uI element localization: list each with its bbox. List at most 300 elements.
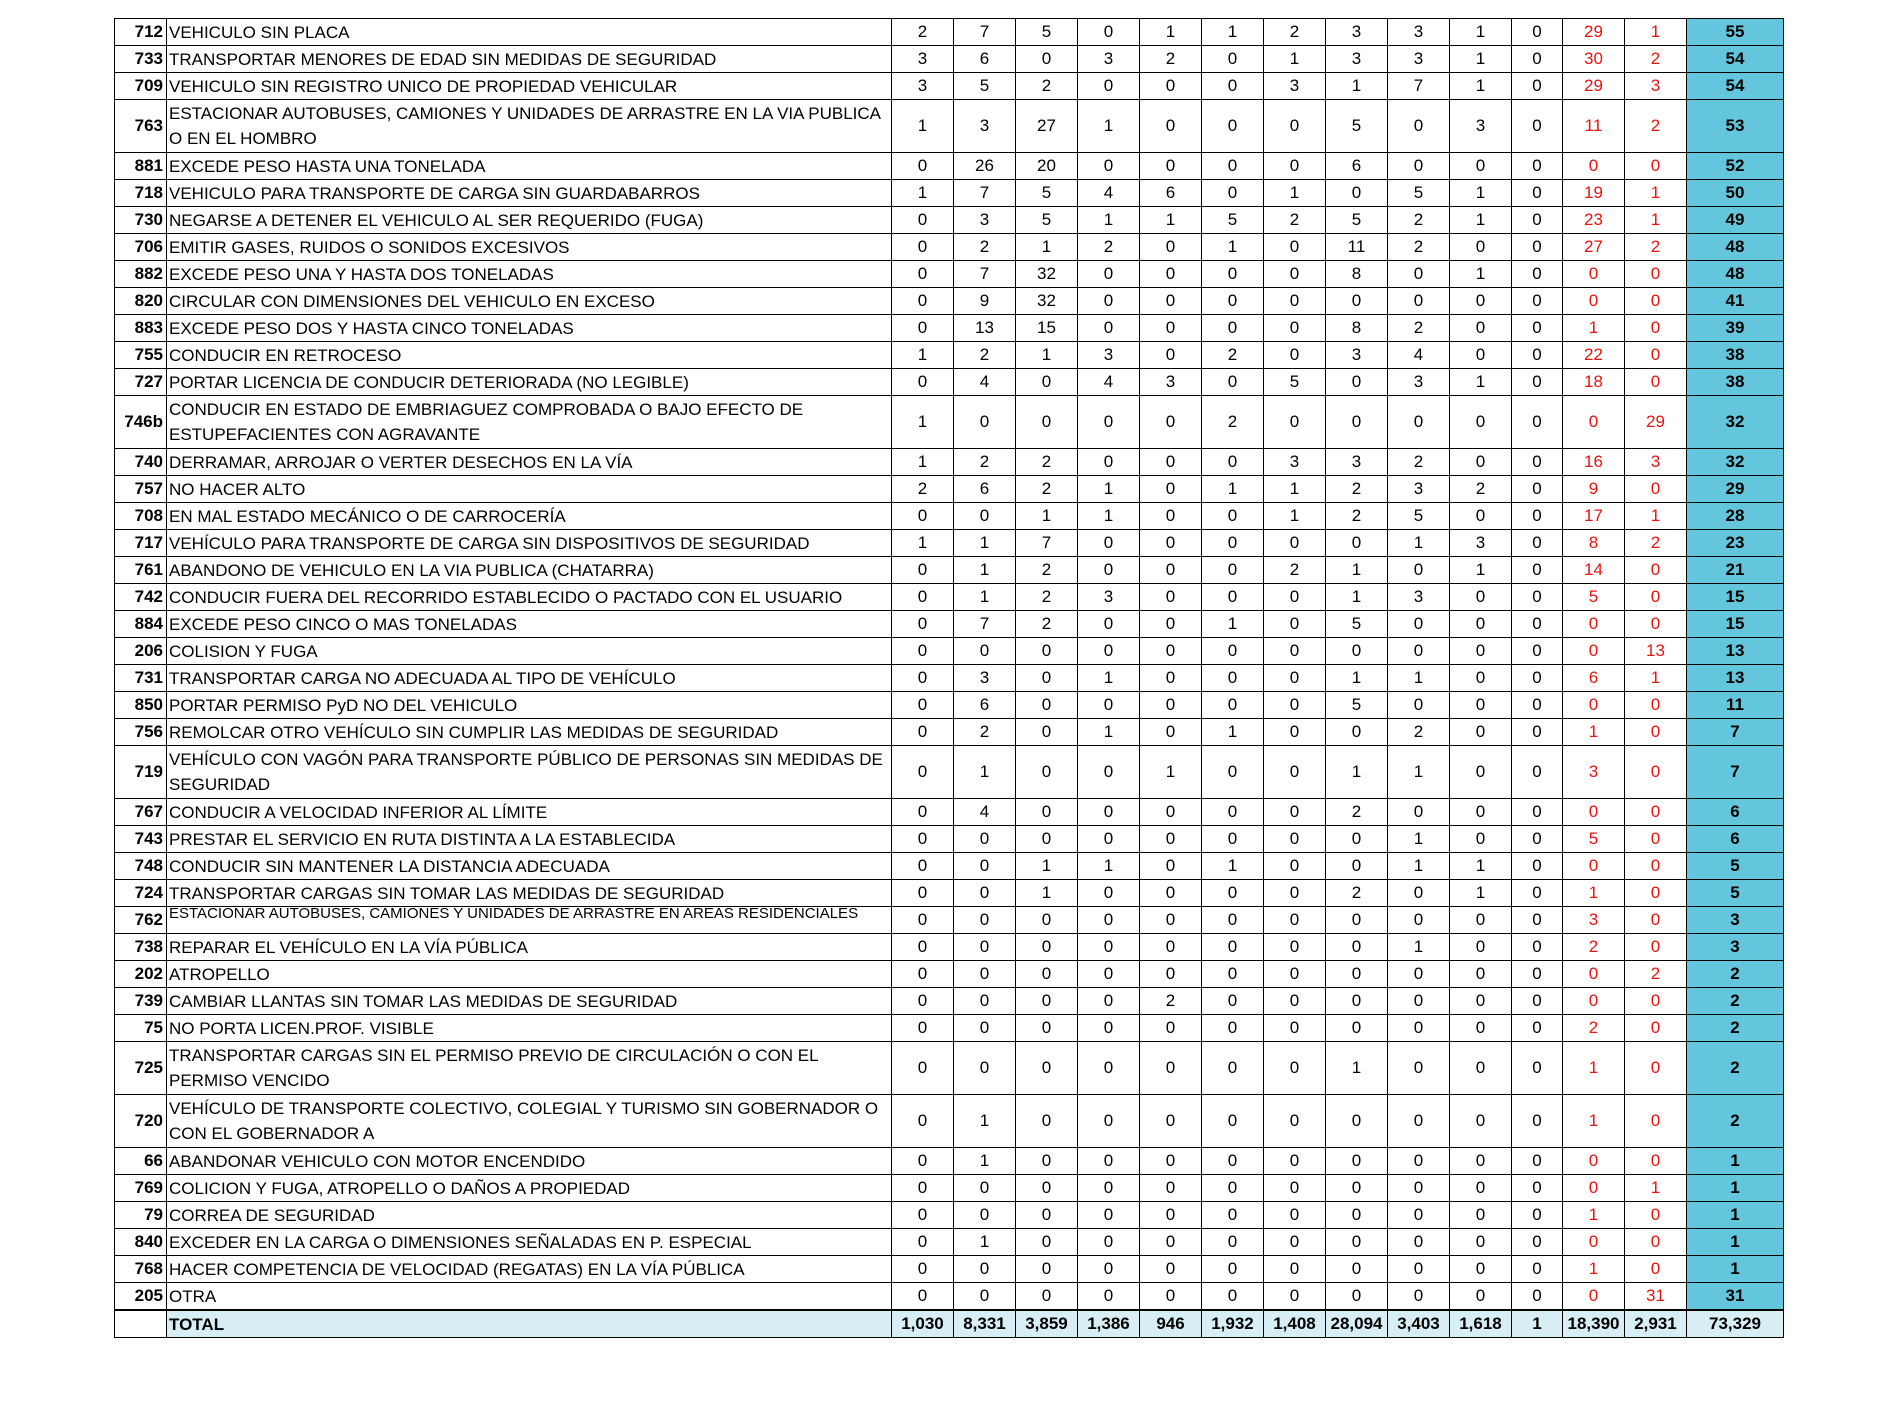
- count-cell: 1: [1078, 503, 1140, 530]
- count-cell: 0: [1512, 342, 1563, 369]
- count-cell: 0: [1512, 261, 1563, 288]
- count-cell-red: 2: [1625, 46, 1687, 73]
- count-cell: 0: [1202, 1148, 1264, 1175]
- count-cell: 0: [1140, 1175, 1202, 1202]
- row-total: 2: [1687, 988, 1784, 1015]
- count-cell: 0: [1326, 1283, 1388, 1311]
- count-cell: 0: [1512, 934, 1563, 961]
- count-cell: 0: [1140, 449, 1202, 476]
- count-cell: 2: [1016, 449, 1078, 476]
- count-cell-red: 1: [1563, 719, 1625, 746]
- count-cell: 1: [1078, 665, 1140, 692]
- count-cell: 0: [892, 961, 954, 988]
- count-cell: 0: [1016, 692, 1078, 719]
- count-cell: 1: [1202, 611, 1264, 638]
- count-cell: 0: [1078, 1283, 1140, 1311]
- table-body: [115, 19, 1784, 1338]
- infraction-description: EXCEDE PESO UNA Y HASTA DOS TONELADAS: [167, 261, 892, 288]
- count-cell: 0: [1512, 1015, 1563, 1042]
- count-cell: 0: [1264, 342, 1326, 369]
- count-cell: 0: [1202, 503, 1264, 530]
- count-cell: 0: [1450, 692, 1512, 719]
- count-cell: 0: [1140, 638, 1202, 665]
- count-cell: 0: [1078, 153, 1140, 180]
- count-cell: 9: [954, 288, 1016, 315]
- count-cell: 0: [892, 1148, 954, 1175]
- count-cell: 1: [1326, 665, 1388, 692]
- count-cell: 0: [1450, 1042, 1512, 1095]
- count-cell: 5: [1202, 207, 1264, 234]
- count-cell: 3: [1326, 19, 1388, 46]
- count-cell: 3: [1388, 369, 1450, 396]
- count-cell: 5: [1016, 180, 1078, 207]
- count-cell: 2: [892, 19, 954, 46]
- table-row: [115, 799, 1784, 826]
- count-cell: 0: [1202, 934, 1264, 961]
- count-cell: 0: [1264, 530, 1326, 557]
- infraction-code: 709: [115, 73, 167, 100]
- row-total: 54: [1687, 46, 1784, 73]
- count-cell: 0: [1512, 503, 1563, 530]
- infraction-description-text: ESTACIONAR AUTOBUSES, CAMIONES Y UNIDADES DE ARRASTRE EN AREAS RESIDENCIALES: [169, 907, 859, 922]
- count-cell: 0: [1450, 826, 1512, 853]
- count-cell: 0: [1264, 1148, 1326, 1175]
- count-cell: 0: [1326, 369, 1388, 396]
- count-cell-red: 0: [1563, 1148, 1625, 1175]
- count-cell: 1: [1388, 853, 1450, 880]
- count-cell: 0: [1450, 1095, 1512, 1148]
- count-cell-red: 0: [1563, 692, 1625, 719]
- count-cell: 0: [1388, 1256, 1450, 1283]
- count-cell-red: 1: [1625, 665, 1687, 692]
- count-cell: 0: [1016, 1175, 1078, 1202]
- count-cell: 0: [1140, 826, 1202, 853]
- count-cell: 0: [1388, 961, 1450, 988]
- infraction-code: 206: [115, 638, 167, 665]
- count-cell-red: 3: [1563, 907, 1625, 934]
- count-cell: 0: [892, 503, 954, 530]
- table-row: [115, 476, 1784, 503]
- row-total: 1: [1687, 1229, 1784, 1256]
- count-cell: 0: [1016, 369, 1078, 396]
- count-cell: 0: [892, 853, 954, 880]
- infraction-code: 731: [115, 665, 167, 692]
- count-cell: 0: [1140, 611, 1202, 638]
- infraction-code: 882: [115, 261, 167, 288]
- table-row: [115, 961, 1784, 988]
- count-cell: 0: [954, 961, 1016, 988]
- infraction-code: 205: [115, 1283, 167, 1311]
- count-cell: 0: [1140, 1283, 1202, 1311]
- count-cell: 0: [1264, 1283, 1326, 1311]
- count-cell: 1: [1140, 746, 1202, 799]
- count-cell: 2: [1140, 988, 1202, 1015]
- count-cell: 1: [892, 342, 954, 369]
- count-cell: 0: [892, 207, 954, 234]
- table-row: [115, 638, 1784, 665]
- count-cell: 0: [1016, 826, 1078, 853]
- count-cell: 0: [1264, 961, 1326, 988]
- count-cell: 0: [892, 638, 954, 665]
- count-cell: 1: [1388, 746, 1450, 799]
- count-cell-red: 0: [1625, 1202, 1687, 1229]
- count-cell-red: 11: [1563, 100, 1625, 153]
- count-cell: 0: [1078, 1148, 1140, 1175]
- count-cell: 0: [892, 1175, 954, 1202]
- row-total: 23: [1687, 530, 1784, 557]
- count-cell: 4: [1078, 369, 1140, 396]
- row-total: 39: [1687, 315, 1784, 342]
- count-cell: 0: [1016, 1256, 1078, 1283]
- count-cell: 0: [1388, 692, 1450, 719]
- count-cell: 5: [1326, 100, 1388, 153]
- count-cell-red: 14: [1563, 557, 1625, 584]
- count-cell: 0: [954, 853, 1016, 880]
- count-cell: 2: [1016, 611, 1078, 638]
- row-total: 53: [1687, 100, 1784, 153]
- grand-total: 73,329: [1687, 1310, 1784, 1338]
- count-cell-red: 0: [1625, 342, 1687, 369]
- count-cell: 0: [892, 1015, 954, 1042]
- row-total: 13: [1687, 638, 1784, 665]
- count-cell: 7: [1388, 73, 1450, 100]
- count-cell: 1: [1326, 1042, 1388, 1095]
- count-cell: 0: [1388, 1283, 1450, 1311]
- count-cell: 2: [1202, 396, 1264, 449]
- count-cell-red: 29: [1625, 396, 1687, 449]
- count-cell: 1: [1450, 180, 1512, 207]
- infraction-description: PORTAR LICENCIA DE CONDUCIR DETERIORADA (NO LEGIBLE): [167, 369, 892, 396]
- count-cell: 0: [1140, 853, 1202, 880]
- table-row: [115, 826, 1784, 853]
- count-cell: 0: [1140, 557, 1202, 584]
- count-cell: 0: [1016, 638, 1078, 665]
- count-cell: 1: [1140, 207, 1202, 234]
- count-cell: 2: [1264, 557, 1326, 584]
- infraction-code: 748: [115, 853, 167, 880]
- count-cell: 0: [1140, 315, 1202, 342]
- count-cell: 4: [1078, 180, 1140, 207]
- count-cell: 0: [1512, 665, 1563, 692]
- count-cell-red: 0: [1563, 611, 1625, 638]
- count-cell: 0: [1512, 584, 1563, 611]
- table-row: [115, 692, 1784, 719]
- count-cell: 7: [954, 180, 1016, 207]
- count-cell: 0: [1512, 180, 1563, 207]
- count-cell: 0: [954, 1042, 1016, 1095]
- row-total: 7: [1687, 719, 1784, 746]
- count-cell: 0: [1512, 1202, 1563, 1229]
- count-cell: 0: [1264, 638, 1326, 665]
- count-cell: 1: [1016, 342, 1078, 369]
- count-cell: 0: [1326, 1095, 1388, 1148]
- count-cell: 0: [1140, 476, 1202, 503]
- count-cell: 4: [1388, 342, 1450, 369]
- count-cell: 0: [1202, 880, 1264, 907]
- infractions-table: [114, 18, 1784, 1338]
- count-cell-red: 3: [1563, 746, 1625, 799]
- count-cell: 0: [1016, 665, 1078, 692]
- count-cell: 0: [1264, 1042, 1326, 1095]
- count-cell: 0: [1512, 692, 1563, 719]
- count-cell: 0: [1202, 584, 1264, 611]
- count-cell-red: 30: [1563, 46, 1625, 73]
- count-cell: 1: [892, 530, 954, 557]
- count-cell: 0: [1264, 153, 1326, 180]
- count-cell: 2: [1202, 342, 1264, 369]
- count-cell-red: 1: [1625, 207, 1687, 234]
- count-cell: 0: [1326, 988, 1388, 1015]
- count-cell: 0: [892, 1256, 954, 1283]
- infraction-description: EMITIR GASES, RUIDOS O SONIDOS EXCESIVOS: [167, 234, 892, 261]
- count-cell: 0: [1140, 503, 1202, 530]
- count-cell: 3: [1388, 476, 1450, 503]
- count-cell: 0: [1078, 907, 1140, 934]
- count-cell: 1: [1388, 934, 1450, 961]
- count-cell: 5: [1326, 692, 1388, 719]
- count-cell: 2: [1326, 880, 1388, 907]
- row-total: 1: [1687, 1202, 1784, 1229]
- infraction-code: 884: [115, 611, 167, 638]
- count-cell: 0: [1450, 1229, 1512, 1256]
- count-cell: 0: [1512, 880, 1563, 907]
- count-cell: 0: [1512, 799, 1563, 826]
- infraction-code: 202: [115, 961, 167, 988]
- table-row: [115, 315, 1784, 342]
- count-cell: 0: [1326, 1229, 1388, 1256]
- count-cell: 0: [1078, 19, 1140, 46]
- count-cell-red: 1: [1625, 503, 1687, 530]
- count-cell: 1: [1202, 234, 1264, 261]
- count-cell: 0: [1264, 719, 1326, 746]
- count-cell: 3: [1326, 46, 1388, 73]
- column-total: 1,030: [892, 1310, 954, 1338]
- count-cell: 1: [1450, 853, 1512, 880]
- count-cell: 0: [1202, 907, 1264, 934]
- count-cell-red: 1: [1563, 1202, 1625, 1229]
- infraction-description: VEHÍCULO CON VAGÓN PARA TRANSPORTE PÚBLICO DE PERSONAS SIN MEDIDAS DE SEGURIDAD: [167, 746, 892, 799]
- count-cell: 0: [892, 1229, 954, 1256]
- count-cell: 0: [1078, 1042, 1140, 1095]
- count-cell: 0: [1078, 315, 1140, 342]
- column-total: 3,403: [1388, 1310, 1450, 1338]
- count-cell: 0: [1326, 961, 1388, 988]
- count-cell: 0: [1078, 449, 1140, 476]
- count-cell: 0: [954, 1256, 1016, 1283]
- count-cell: 0: [1016, 907, 1078, 934]
- count-cell-red: 0: [1625, 880, 1687, 907]
- count-cell: 0: [1326, 907, 1388, 934]
- infraction-description: TRANSPORTAR MENORES DE EDAD SIN MEDIDAS DE SEGURIDAD: [167, 46, 892, 73]
- count-cell: 2: [1264, 19, 1326, 46]
- infraction-description: CONDUCIR EN ESTADO DE EMBRIAGUEZ COMPROBADA O BAJO EFECTO DE ESTUPEFACIENTES CON AGRAVANTE: [167, 396, 892, 449]
- count-cell-red: 0: [1625, 719, 1687, 746]
- count-cell: 0: [954, 1202, 1016, 1229]
- infraction-description: COLICION Y FUGA, ATROPELLO O DAÑOS A PROPIEDAD: [167, 1175, 892, 1202]
- count-cell: 0: [1264, 746, 1326, 799]
- count-cell: 5: [1326, 207, 1388, 234]
- count-cell-red: 16: [1563, 449, 1625, 476]
- count-cell: 0: [1140, 934, 1202, 961]
- row-total: 7: [1687, 746, 1784, 799]
- table-row: [115, 503, 1784, 530]
- table-row: [115, 180, 1784, 207]
- count-cell: 0: [1016, 1042, 1078, 1095]
- count-cell: 0: [1326, 180, 1388, 207]
- infraction-description: EXCEDER EN LA CARGA O DIMENSIONES SEÑALADAS EN P. ESPECIAL: [167, 1229, 892, 1256]
- count-cell: 0: [1512, 19, 1563, 46]
- infraction-description: ABANDONAR VEHICULO CON MOTOR ENCENDIDO: [167, 1148, 892, 1175]
- infraction-description: PORTAR PERMISO PyD NO DEL VEHICULO: [167, 692, 892, 719]
- count-cell: 0: [1264, 100, 1326, 153]
- count-cell: 0: [1202, 100, 1264, 153]
- count-cell: 5: [954, 73, 1016, 100]
- count-cell: 0: [1202, 315, 1264, 342]
- infraction-code: 820: [115, 288, 167, 315]
- count-cell: 2: [1388, 449, 1450, 476]
- row-total: 52: [1687, 153, 1784, 180]
- count-cell: 0: [1140, 396, 1202, 449]
- count-cell: 0: [1512, 234, 1563, 261]
- count-cell: 0: [1078, 73, 1140, 100]
- count-cell: 0: [954, 880, 1016, 907]
- count-cell-red: 9: [1563, 476, 1625, 503]
- count-cell: 0: [1264, 826, 1326, 853]
- count-cell: 3: [1264, 449, 1326, 476]
- count-cell: 0: [954, 1015, 1016, 1042]
- infraction-description: CONDUCIR FUERA DEL RECORRIDO ESTABLECIDO O PACTADO CON EL USUARIO: [167, 584, 892, 611]
- infraction-code: 730: [115, 207, 167, 234]
- row-total: 38: [1687, 369, 1784, 396]
- count-cell: 0: [1512, 961, 1563, 988]
- count-cell: 0: [1264, 584, 1326, 611]
- count-cell: 0: [1078, 692, 1140, 719]
- count-cell: 0: [1016, 799, 1078, 826]
- count-cell: 0: [1326, 853, 1388, 880]
- infraction-description: NEGARSE A DETENER EL VEHICULO AL SER REQUERIDO (FUGA): [167, 207, 892, 234]
- count-cell: 0: [1512, 476, 1563, 503]
- count-cell: 0: [1016, 46, 1078, 73]
- table-row: [115, 46, 1784, 73]
- count-cell: 0: [1450, 153, 1512, 180]
- count-cell: 0: [954, 638, 1016, 665]
- count-cell-red: 1: [1563, 880, 1625, 907]
- count-cell: 0: [1450, 234, 1512, 261]
- count-cell: 0: [1264, 261, 1326, 288]
- count-cell: 0: [1388, 557, 1450, 584]
- infraction-description: PRESTAR EL SERVICIO EN RUTA DISTINTA A LA ESTABLECIDA: [167, 826, 892, 853]
- count-cell: 8: [1326, 261, 1388, 288]
- count-cell-red: 0: [1563, 1175, 1625, 1202]
- count-cell: 0: [1078, 638, 1140, 665]
- count-cell: 0: [1264, 1015, 1326, 1042]
- count-cell: 0: [1450, 315, 1512, 342]
- infraction-description: REMOLCAR OTRO VEHÍCULO SIN CUMPLIR LAS MEDIDAS DE SEGURIDAD: [167, 719, 892, 746]
- count-cell: 1: [1264, 503, 1326, 530]
- count-cell-red: 1: [1625, 19, 1687, 46]
- infraction-code: 840: [115, 1229, 167, 1256]
- count-cell: 0: [1512, 369, 1563, 396]
- table-row: [115, 530, 1784, 557]
- count-cell: 0: [1140, 1095, 1202, 1148]
- count-cell: 0: [1450, 665, 1512, 692]
- infraction-code: 769: [115, 1175, 167, 1202]
- count-cell: 0: [1450, 1202, 1512, 1229]
- count-cell: 1: [1264, 476, 1326, 503]
- count-cell: 0: [1016, 961, 1078, 988]
- count-cell: 2: [1388, 234, 1450, 261]
- count-cell-red: 2: [1563, 1015, 1625, 1042]
- infraction-code: 720: [115, 1095, 167, 1148]
- infraction-code: 75: [115, 1015, 167, 1042]
- infraction-code: 725: [115, 1042, 167, 1095]
- count-cell: 0: [1202, 153, 1264, 180]
- count-cell: 0: [1450, 396, 1512, 449]
- count-cell: 2: [1078, 234, 1140, 261]
- count-cell: 1: [954, 1148, 1016, 1175]
- count-cell: 0: [1264, 934, 1326, 961]
- row-total: 3: [1687, 934, 1784, 961]
- count-cell: 0: [892, 1202, 954, 1229]
- count-cell: 1: [1388, 665, 1450, 692]
- row-total: 31: [1687, 1283, 1784, 1311]
- infraction-description: TRANSPORTAR CARGA NO ADECUADA AL TIPO DE VEHÍCULO: [167, 665, 892, 692]
- count-cell: 0: [1140, 73, 1202, 100]
- count-cell: 0: [892, 611, 954, 638]
- row-total: 1: [1687, 1148, 1784, 1175]
- count-cell: 26: [954, 153, 1016, 180]
- column-total: 946: [1140, 1310, 1202, 1338]
- count-cell-red: 0: [1563, 1283, 1625, 1311]
- count-cell: 0: [1326, 934, 1388, 961]
- infraction-description: TRANSPORTAR CARGAS SIN TOMAR LAS MEDIDAS DE SEGURIDAD: [167, 880, 892, 907]
- column-total: 18,390: [1563, 1310, 1625, 1338]
- count-cell: 15: [1016, 315, 1078, 342]
- table-row: [115, 207, 1784, 234]
- count-cell-red: 1: [1563, 315, 1625, 342]
- count-cell-red: 0: [1625, 1095, 1687, 1148]
- count-cell: 1: [1450, 369, 1512, 396]
- count-cell: 0: [1512, 611, 1563, 638]
- count-cell: 0: [954, 1175, 1016, 1202]
- count-cell: 0: [1388, 988, 1450, 1015]
- infraction-description: CORREA DE SEGURIDAD: [167, 1202, 892, 1229]
- count-cell: 3: [1450, 530, 1512, 557]
- count-cell: 0: [1016, 719, 1078, 746]
- table-row: [115, 234, 1784, 261]
- count-cell: 0: [1202, 638, 1264, 665]
- infraction-description: EXCEDE PESO DOS Y HASTA CINCO TONELADAS: [167, 315, 892, 342]
- infraction-description: ATROPELLO: [167, 961, 892, 988]
- count-cell: 0: [1140, 692, 1202, 719]
- count-cell-red: 0: [1625, 1256, 1687, 1283]
- infraction-description: OTRA: [167, 1283, 892, 1311]
- count-cell: 0: [1264, 1175, 1326, 1202]
- count-cell-red: 0: [1563, 961, 1625, 988]
- count-cell: 0: [1078, 557, 1140, 584]
- count-cell: 0: [1016, 1148, 1078, 1175]
- count-cell: 0: [1388, 638, 1450, 665]
- count-cell: 0: [1202, 1229, 1264, 1256]
- count-cell: 0: [1388, 1202, 1450, 1229]
- count-cell: 13: [954, 315, 1016, 342]
- count-cell: 0: [1512, 1095, 1563, 1148]
- count-cell: 0: [1202, 826, 1264, 853]
- count-cell-red: 0: [1625, 315, 1687, 342]
- infraction-description: EXCEDE PESO CINCO O MAS TONELADAS: [167, 611, 892, 638]
- column-total: 1,408: [1264, 1310, 1326, 1338]
- infraction-code: 881: [115, 153, 167, 180]
